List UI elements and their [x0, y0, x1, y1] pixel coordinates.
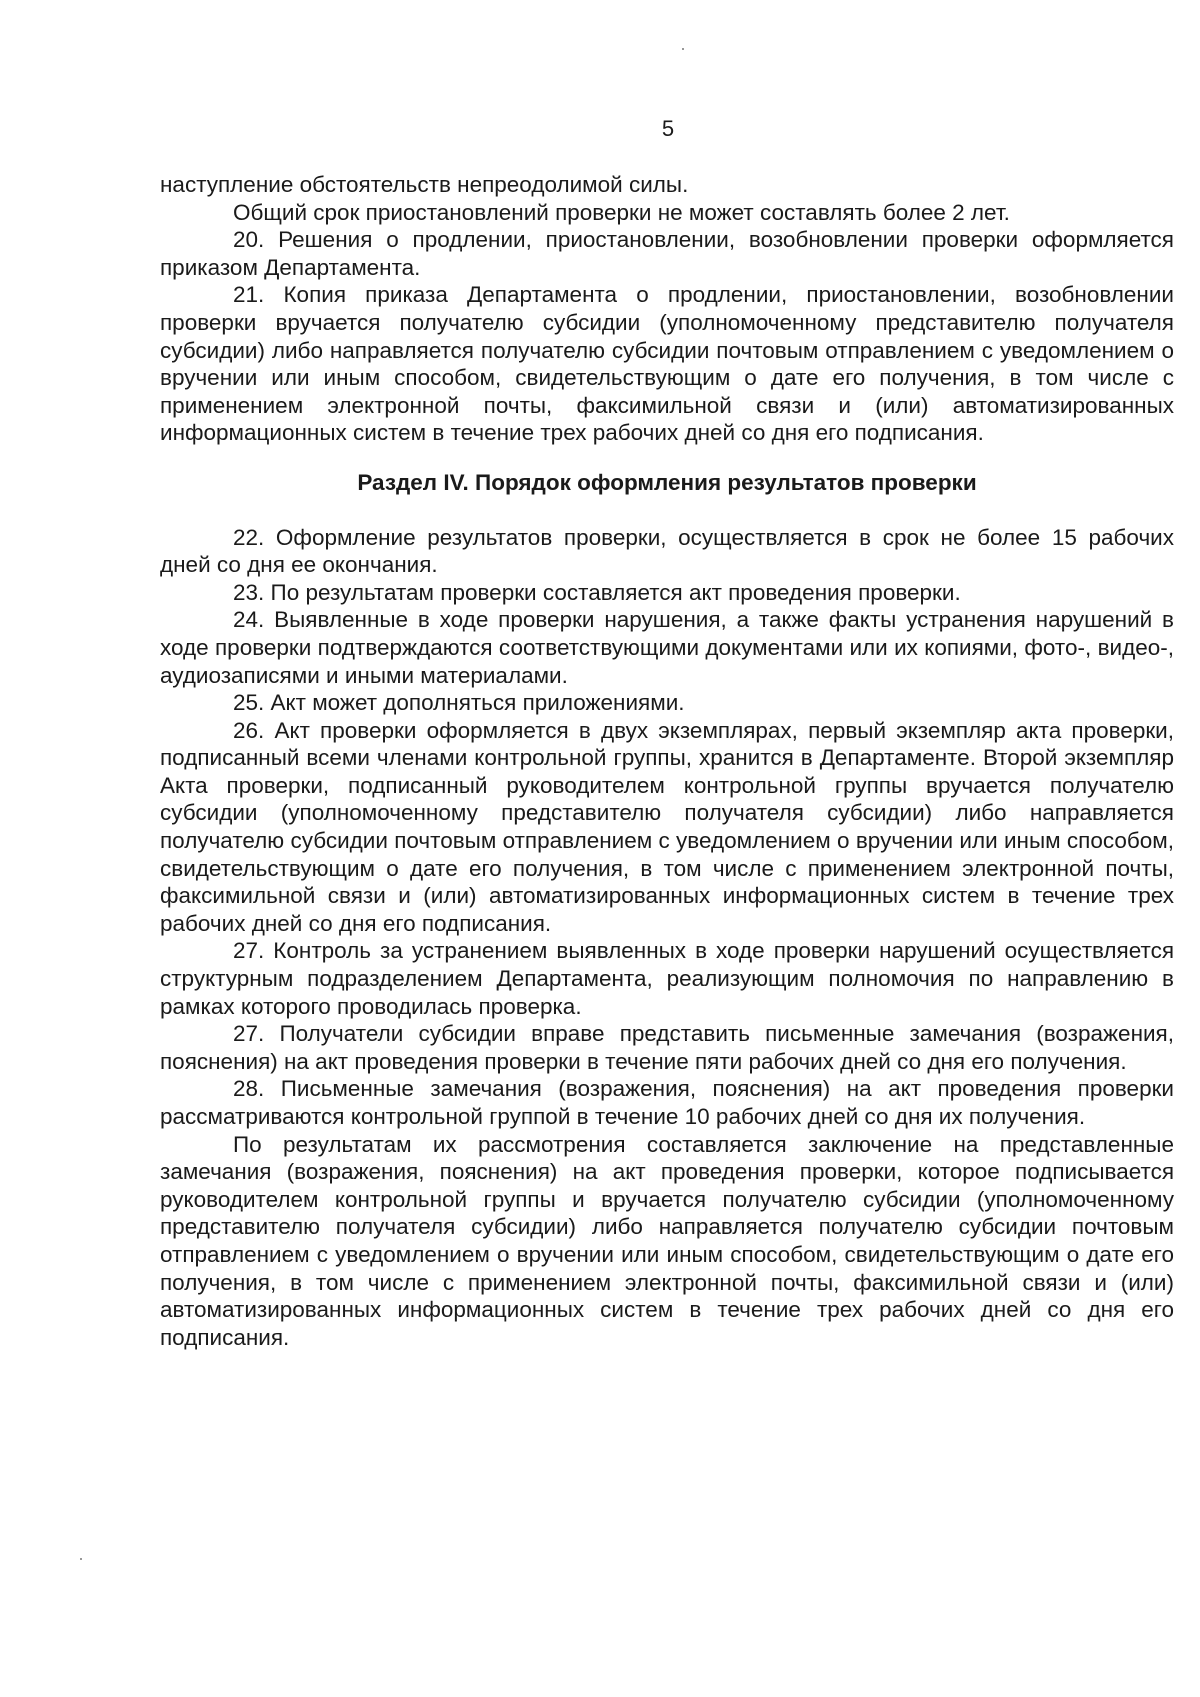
- paragraph-27-control: 27. Контроль за устранением выявленных в ходе проверки нарушений осуществляется структурным подразделением Департамента, реализующим полномочия по направлению в рамках которого проводилась проверка.: [160, 938, 1174, 1019]
- paragraph-25: 25. Акт может дополняться приложениями.: [233, 690, 685, 716]
- paragraph-21: 21. Копия приказа Департамента о продлении, приостановлении, возобновлении проверки вручается получателю субсидии (уполномоченному представителю получателя субсидии) либо направляется получателю субсидии почтовым отправлением с уведомлением о вручении или иным способом, свидетельствующим о дате его получения, в том числе с применением электронной почты, факсимильной связи и (или) автоматизированных информационных систем в течение трех рабочих дней со дня его подписания.: [160, 282, 1174, 446]
- document-body: [160, 171, 1174, 1351]
- paragraph-22: 22. Оформление результатов проверки, осуществляется в срок не более 15 рабочих дней со дня ее окончания.: [160, 524, 1174, 578]
- section-title: Раздел IV. Порядок оформления результатов проверки: [357, 469, 977, 495]
- paragraph-28: 28. Письменные замечания (возражения, пояснения) на акт проведения проверки рассматриваются контрольной группой в течение 10 рабочих дней со дня их получения.: [160, 1076, 1174, 1129]
- paragraph-conclusion: По результатам их рассмотрения составляется заключение на представленные замечания (возражения, пояснения) на акт проведения проверки, которое подписывается руководителем контрольной группы и вручается получателю субсидии (уполномоченному представителю получателя субсидии) либо направляется получателю субсидии почтовым отправлением с уведомлением о вручении или иным способом, свидетельствующим о дате его получения, в том числе с применением электронной почты, факсимильной связи и (или) автоматизированных информационных систем в течение трех рабочих дней со дня его подписания.: [160, 1131, 1174, 1350]
- paragraph-26: 26. Акт проверки оформляется в двух экземплярах, первый экземпляр акта проверки, подписанный всеми членами контрольной группы, хранится в Департаменте. Второй экземпляр Акта проверки, подписанный руководителем контрольной группы вручается получателю субсидии (уполномоченному представителю получателя субсидии) либо направляется получателю субсидии почтовым отправлением с уведомлением о вручении или иным способом, свидетельствующим о дате его получения, в том числе с применением электронной почты, факсимильной связи и (или) автоматизированных информационных систем в течение трех рабочих дней со дня его подписания.: [160, 717, 1174, 936]
- paragraph-20: 20. Решения о продлении, приостановлении, возобновлении проверки оформляется приказом Департамента.: [160, 227, 1174, 280]
- scan-speck: [682, 48, 684, 50]
- paragraph: Общий срок приостановлений проверки не может составлять более 2 лет.: [233, 199, 1010, 225]
- paragraph-23: 23. По результатам проверки составляется акт проведения проверки.: [233, 579, 961, 605]
- scan-speck: [80, 1558, 82, 1560]
- paragraph-24: 24. Выявленные в ходе проверки нарушения, а также факты устранения нарушений в ходе проверки подтверждаются соответствующими документами или их копиями, фото-, видео-, аудиозаписями и иными материалами.: [160, 607, 1174, 688]
- paragraph-27-objections: 27. Получатели субсидии вправе представить письменные замечания (возражения, пояснения) на акт проведения проверки в течение пяти рабочих дней со дня его получения.: [160, 1021, 1174, 1074]
- page-number: 5: [661, 116, 675, 141]
- paragraph-continuation: наступление обстоятельств непреодолимой силы.: [160, 172, 689, 197]
